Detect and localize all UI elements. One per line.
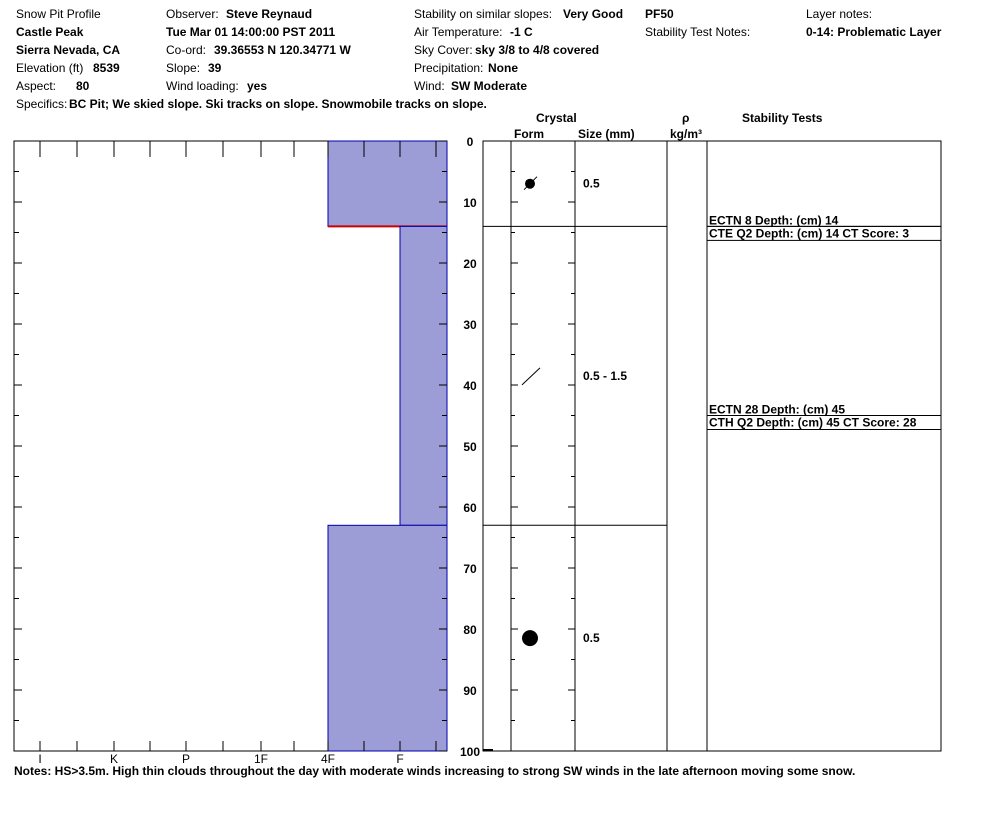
specifics-label: Specifics: [16, 97, 68, 111]
location-name: Castle Peak [16, 25, 84, 39]
depth-tick-label: 50 [463, 440, 477, 454]
depth-tick-label: 30 [463, 318, 477, 332]
density-symbol: ρ [682, 111, 690, 125]
hardness-bar [328, 525, 447, 751]
depth-tick-label: 40 [463, 379, 477, 393]
stability-test-label: ECTN 28 Depth: (cm) 45 [709, 402, 846, 417]
stability-value: Very Good [563, 7, 624, 21]
layer-notes-label: Layer notes: [806, 7, 873, 21]
precip-value: None [488, 61, 518, 75]
hardness-bar [400, 226, 447, 525]
slope-value: 39 [208, 61, 222, 75]
wind-loading-value: yes [247, 79, 268, 93]
depth-tick-label: 80 [463, 623, 477, 637]
elevation-label: Elevation (ft) [16, 61, 84, 75]
grain-size-label: 0.5 [583, 631, 600, 646]
hardness-tick-label: 4F [320, 752, 336, 766]
depth-tick-label: 100 [459, 745, 481, 759]
aspect-label: Aspect: [16, 79, 57, 93]
elevation-value: 8539 [93, 61, 120, 75]
coord-label: Co-ord: [166, 43, 207, 57]
stability-notes-label: Stability Test Notes: [645, 25, 751, 39]
sky-label: Sky Cover: [414, 43, 473, 57]
grain-form-symbol [522, 630, 538, 646]
depth-tick-label: 60 [463, 501, 477, 515]
depth-tick-label: 10 [463, 196, 477, 210]
coord-value: 39.36553 N 120.34771 W [214, 43, 351, 57]
wind-value: SW Moderate [451, 79, 528, 93]
hardness-bar [328, 141, 447, 226]
size-header: Size (mm) [578, 127, 635, 141]
stability-test-label: CTH Q2 Depth: (cm) 45 CT Score: 28 [709, 415, 917, 430]
grain-size-label: 0.5 - 1.5 [583, 368, 628, 383]
layer-note: 0-14: Problematic Layer [806, 25, 942, 39]
observer-label: Observer: [166, 7, 219, 21]
specifics-value: BC Pit; We skied slope. Ski tracks on slope. Snowmobile tracks on slope. [69, 97, 487, 111]
air-temp-value: -1 C [510, 25, 533, 39]
stability-tests-header: Stability Tests [742, 111, 823, 125]
region-name: Sierra Nevada, CA [16, 43, 121, 57]
precip-label: Precipitation: [414, 61, 484, 75]
crystal-header: Crystal [536, 111, 577, 125]
hardness-tick-label: K [109, 752, 119, 766]
date-time: Tue Mar 01 14:00:00 PST 2011 [166, 25, 336, 39]
depth-tick-label: 90 [463, 684, 477, 698]
wind-label: Wind: [414, 79, 445, 93]
air-temp-label: Air Temperature: [414, 25, 503, 39]
notes-text: Notes: HS>3.5m. High thin clouds throughout the day with moderate winds increasing to strong SW winds in the late afternoon moving some snow. [14, 764, 856, 778]
hardness-tick-label: P [181, 752, 191, 766]
stability-test-label: ECTN 8 Depth: (cm) 14 [709, 213, 839, 228]
wind-loading-label: Wind loading: [166, 79, 239, 93]
hardness-tick-label: I [38, 752, 42, 766]
observer-value: Steve Reynaud [226, 7, 313, 21]
grain-size-label: 0.5 [583, 176, 600, 191]
depth-tick-label: 0 [466, 135, 474, 149]
stability-test-label: CTE Q2 Depth: (cm) 14 CT Score: 3 [709, 226, 910, 241]
depth-tick-label: 70 [463, 562, 477, 576]
page-title: Snow Pit Profile [16, 7, 101, 21]
stability-label: Stability on similar slopes: [414, 7, 553, 21]
hardness-tick-label: 1F [253, 752, 269, 766]
slope-label: Slope: [166, 61, 201, 75]
aspect-value: 80 [76, 79, 90, 93]
grain-form-symbol [522, 368, 540, 385]
hardness-tick-label: F [396, 752, 404, 766]
form-header: Form [514, 127, 544, 141]
density-unit: kg/m³ [670, 127, 703, 141]
pf-code: PF50 [645, 7, 674, 21]
sky-value: sky 3/8 to 4/8 covered [475, 43, 600, 57]
depth-tick-label: 20 [463, 257, 477, 271]
